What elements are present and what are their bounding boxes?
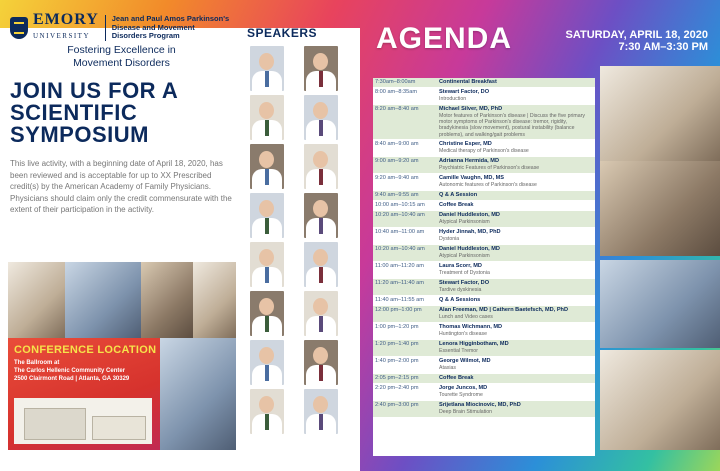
speaker-tie [319, 267, 323, 283]
right-photo-1 [600, 66, 720, 161]
agenda-row [373, 211, 595, 227]
agenda-row [373, 88, 595, 104]
agenda-title-text: Q & A Sessions [439, 297, 481, 303]
agenda-subtitle: Medical therapy of Parkinson's disease [439, 148, 529, 154]
speaker-tie [265, 169, 269, 185]
speaker-face [259, 200, 274, 217]
agenda-title-text: George Wilmot, MD [439, 358, 491, 364]
agenda-time: 1:40 pm–2:00 pm [375, 358, 419, 364]
speaker-headshot [250, 389, 284, 434]
agenda-row [373, 357, 595, 373]
speaker-face [259, 151, 274, 168]
agenda-subtitle: Treatment of Dystonia [439, 270, 490, 276]
clinic-photo-2 [65, 262, 141, 338]
clinic-photo-5 [160, 338, 236, 450]
conference-location-box [8, 338, 160, 450]
agenda-title-text: Camille Vaughn, MD, MS [439, 175, 504, 181]
speaker-tie [319, 218, 323, 234]
agenda-subtitle: Huntington's disease [439, 331, 487, 337]
agenda-subtitle: Tourette Syndrome [439, 392, 483, 398]
speaker-face [259, 347, 274, 364]
agenda-row [373, 323, 595, 339]
agenda-title-text: Jorge Juncos, MD [439, 385, 488, 391]
agenda-time: 11:00 am–11:20 am [375, 263, 424, 269]
agenda-row [373, 201, 595, 210]
agenda-time: 10:20 am–10:40 am [375, 212, 425, 218]
speaker-tie [265, 71, 269, 87]
clinic-photo-4 [193, 262, 236, 338]
tagline [0, 44, 243, 70]
accreditation-text: This live activity, with a beginning date of April 18, 2020, has been reviewed and is acceptable for up to XX Prescribed credit(s) by the American Academy of Family Physicians. Physicians should claim only the credit commensurate with the extent of their participation in the activity. [10, 159, 232, 214]
speaker-tie [319, 365, 323, 381]
right-photo-3 [600, 260, 720, 348]
speaker-tie [265, 365, 269, 381]
speaker-headshot [304, 340, 338, 385]
agenda-subtitle: Ataxias [439, 365, 457, 371]
agenda-time: 10:40 am–11:00 am [375, 229, 425, 235]
agenda-table [373, 78, 595, 456]
clinic-photo-3 [141, 262, 193, 338]
speaker-face [313, 200, 328, 217]
agenda-subtitle: Tardive dyskinesia [439, 287, 482, 293]
speaker-headshot [304, 291, 338, 336]
agenda-subtitle: Essential Tremor [439, 348, 478, 354]
clinic-photo-1 [8, 262, 65, 338]
agenda-title-text: Alan Freeman, MD | Cathern Baetefsch, MD, PhD [439, 307, 569, 313]
speaker-tie [265, 218, 269, 234]
speaker-tie [319, 414, 323, 430]
agenda-row [373, 245, 595, 261]
speaker-headshot [250, 46, 284, 91]
university-name: EMORY [33, 11, 99, 28]
logo-divider [105, 15, 106, 41]
agenda-time: 9:00 am–9:20 am [375, 158, 419, 164]
agenda-time: 10:00 am–10:15 am [375, 202, 425, 208]
speaker-headshot [304, 144, 338, 189]
agenda-row [373, 191, 595, 200]
speaker-face [313, 347, 328, 364]
university-sub: UNIVERSITY [33, 32, 90, 40]
speaker-headshot [304, 95, 338, 140]
agenda-time: 8:20 am–8:40 am [375, 106, 419, 112]
agenda-title-text: Stewart Factor, DO [439, 89, 490, 95]
agenda-title-text: Srijetlana Miocinovic, MD, PhD [439, 402, 521, 408]
agenda-subtitle: Motor features of Parkinson's disease | Discuss the five primary motor symptoms of Parkinson's disease: tremor, rigidity, bradykinesia (slow movement), postural instability (balance problems), and walking/gait problems [439, 113, 585, 138]
agenda-row [373, 174, 595, 190]
agenda-row [373, 306, 595, 322]
agenda-title-text: Adrianna Hermida, MD [439, 158, 499, 164]
agenda-title-text: Michael Silver, MD, PhD [439, 106, 503, 112]
speaker-headshot [250, 193, 284, 238]
agenda-row [373, 384, 595, 400]
speaker-headshot [304, 242, 338, 287]
agenda-time: 12:00 pm–1:00 pm [375, 307, 422, 313]
conference-title: CONFERENCE LOCATION [14, 344, 157, 356]
agenda-time: 1:20 pm–1:40 pm [375, 341, 419, 347]
agenda-title-text: Laura Scorr, MD [439, 263, 482, 269]
agenda-time: 2:40 pm–3:00 pm [375, 402, 419, 408]
speaker-face [259, 249, 274, 266]
agenda-row [373, 140, 595, 156]
event-time: 7:30 AM–3:30 PM [618, 41, 708, 53]
speaker-headshot [250, 95, 284, 140]
agenda-subtitle: Atypical Parkinsonism [439, 219, 490, 225]
agenda-title-text: Stewart Factor, DO [439, 280, 490, 286]
speaker-face [313, 396, 328, 413]
agenda-subtitle: Deep Brain Stimulation [439, 409, 493, 415]
agenda-title-text: Thomas Wichmann, MD [439, 324, 503, 330]
speaker-face [313, 151, 328, 168]
agenda-row [373, 296, 595, 305]
agenda-subtitle: Autonomic features of Parkinson's disease [439, 182, 537, 188]
agenda-title-text: Coffee Break [439, 202, 474, 208]
agenda-row [373, 78, 595, 87]
agenda-title-text: Coffee Break [439, 375, 474, 381]
conference-line-3: 2500 Clairmont Road | Atlanta, GA 30329 [14, 376, 130, 382]
agenda-title-text: Lenora Higginbotham, MD [439, 341, 509, 347]
speaker-headshot [250, 242, 284, 287]
speaker-face [259, 298, 274, 315]
conference-line-1: The Ballroom at [14, 360, 60, 366]
speaker-headshot [304, 193, 338, 238]
agenda-row [373, 340, 595, 356]
speaker-tie [319, 169, 323, 185]
agenda-time: 2:05 pm–2:15 pm [375, 375, 419, 381]
speaker-face [313, 102, 328, 119]
speaker-face [259, 396, 274, 413]
agenda-row [373, 374, 595, 383]
speaker-face [313, 249, 328, 266]
agenda-row [373, 262, 595, 278]
agenda-time: 2:20 pm–2:40 pm [375, 385, 419, 391]
agenda-row [373, 228, 595, 244]
agenda-row [373, 279, 595, 295]
speaker-tie [265, 316, 269, 332]
agenda-time: 10:20 am–10:40 am [375, 246, 425, 252]
agenda-title-text: Daniel Huddleston, MD [439, 212, 500, 218]
agenda-time: 8:40 am–9:00 am [375, 141, 419, 147]
speaker-tie [265, 120, 269, 136]
speaker-tie [319, 316, 323, 332]
agenda-time: 11:20 am–11:40 am [375, 280, 424, 286]
speaker-tie [265, 267, 269, 283]
emory-shield-icon [10, 17, 28, 39]
agenda-time: 9:20 am–9:40 am [375, 175, 419, 181]
speaker-face [259, 53, 274, 70]
tagline-line-1: Fostering Excellence in [67, 44, 176, 56]
event-date: SATURDAY, APRIL 18, 2020 [565, 29, 708, 41]
agenda-time: 1:00 pm–1:20 pm [375, 324, 419, 330]
right-photo-2 [600, 161, 720, 256]
speaker-headshot [250, 291, 284, 336]
agenda-subtitle: Lunch and Video cases [439, 314, 493, 320]
agenda-subtitle: Atypical Parkinsonism [439, 253, 490, 259]
speaker-face [313, 53, 328, 70]
agenda-time: 9:40 am–9:55 am [375, 192, 419, 198]
headline: JOIN US FOR A SCIENTIFIC SYMPOSIUM [10, 78, 178, 147]
speaker-face [259, 102, 274, 119]
conference-line-2: The Carlos Hellenic Community Center [14, 368, 126, 374]
speaker-tie [319, 71, 323, 87]
speakers-title: SPEAKERS [247, 26, 318, 40]
speaker-headshot [304, 389, 338, 434]
agenda-subtitle: Introduction [439, 96, 467, 102]
speaker-headshot [250, 340, 284, 385]
agenda-row [373, 105, 595, 139]
agenda-time: 7:30am–8:00am [375, 79, 416, 85]
speaker-headshot [304, 46, 338, 91]
venue-building-image [14, 398, 152, 444]
agenda-time: 11:40 am–11:55 am [375, 297, 424, 303]
agenda-row [373, 401, 595, 417]
emory-logo [10, 12, 232, 44]
agenda-subtitle: Psychiatric Features of Parkinson's disease [439, 165, 540, 171]
tagline-line-2: Movement Disorders [73, 57, 170, 69]
agenda-title-text: Q & A Session [439, 192, 478, 198]
agenda-title-text: Hyder Jinnah, MD, PhD [439, 229, 501, 235]
agenda-title-text: Continental Breakfast [439, 79, 497, 85]
agenda-title: AGENDA [376, 22, 513, 55]
right-photo-4 [600, 350, 720, 450]
speaker-tie [265, 414, 269, 430]
agenda-title-text: Daniel Huddleston, MD [439, 246, 500, 252]
speaker-tie [319, 120, 323, 136]
agenda-row [373, 157, 595, 173]
program-name: Jean and Paul Amos Parkinson's Disease and Movement Disorders Program [111, 14, 230, 41]
agenda-title-text: Christine Esper, MD [439, 141, 492, 147]
agenda-time: 8:00 am–8:35am [375, 89, 417, 95]
speaker-headshot [250, 144, 284, 189]
speaker-face [313, 298, 328, 315]
agenda-subtitle: Dystonia [439, 236, 460, 242]
